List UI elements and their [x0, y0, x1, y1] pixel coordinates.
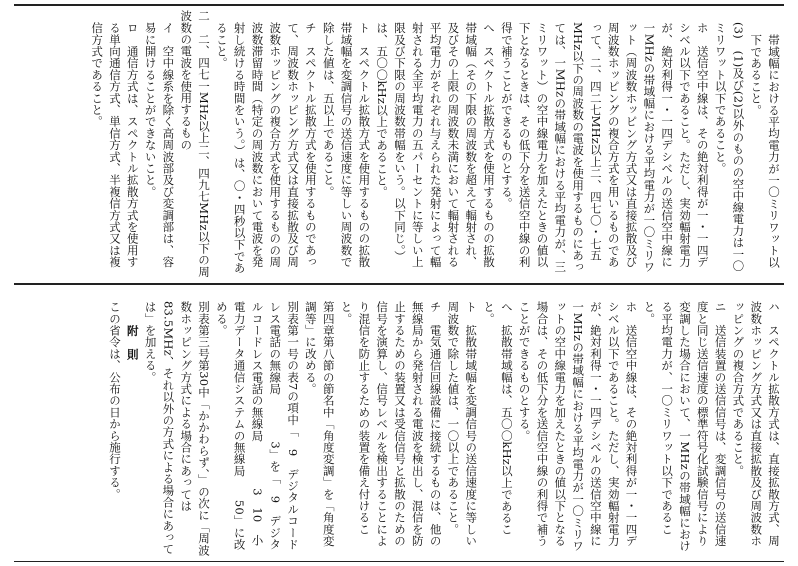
paragraph: 第四章第八節の節名中「角度変調」を「角度変調等」に改める。	[303, 301, 336, 547]
middle-rule	[14, 283, 784, 285]
paragraph: (3) (1)及び(2)以外のものの空中線電力は一〇ミリワット以下であること。	[713, 22, 746, 272]
paragraph: ホ 送信空中線は、その絶対利得が一・一四デシベル以下であること。ただし、実効輻射電力が、絶対利得一・一四デシベルの送信空中線に一MHzの帯域幅における平均電力が一〇ミリワット（周波数ホッピング方式又は直接拡散及び周波数ホッピングの複合方式を用いるものであって、二、四二七MHz以上二、四七〇・七五MHz以下の周波数の電波を使用するものにあっては、一MHzの帯域幅における平均電力が、三ミリワット）の空中線電力を加えたときの値以下となるときは、その低下分を送信空中線の利得で補うことができるものとする。	[499, 22, 710, 273]
paragraph: ホ 送信空中線は、その絶対利得が一・一四デシベル以下であること。ただし、実効輻射電力が、絶対利得一・一四デシベルの送信空中線に一MHzの帯域幅における平均電力が一〇ミリワットの空中線電力を加えたときの値以下となる場合は、その低下分を送信空中線の利得で補うことができるものとする。	[517, 301, 639, 552]
section-heading: 附 則	[125, 325, 140, 361]
paragraph: ト スペクトル拡散方式を使用するものの拡散帯域幅を変調信号の送信速度に等しい周波数で除した値は、五以上であること。	[321, 22, 372, 268]
paragraph: へ 拡散帯域幅は、五〇〇kHz以上であること。	[482, 301, 514, 536]
paragraph: ロ 通信方式は、スペクトル拡散方式を使用する単向通信方式、単信方式、半複信方式又は複信方式であること。	[90, 22, 140, 268]
paragraph: チ スペクトル拡散方式を使用するものであって、周波数ホッピング方式又は直接拡散及び周波数ホッピングの複合方式を使用するものの周波数滞留時間（特定の周波数において電波を発射し続ける時間をいう。）は、〇・四秒以下であること。	[214, 22, 318, 274]
paragraph: この省令は、公布の日から施行する。	[107, 301, 122, 500]
paragraph: 別表第一号の表7の項中「 9 デジタルコードレス電話の無線局 3」を「 9 デジタルコードレス電話の無線局 3 10 小電力データ通信システムの無線局 50」に改める。	[214, 301, 301, 551]
paragraph: 帯域幅における平均電力が一〇ミリワット以下であること。	[749, 34, 781, 268]
paragraph: チ 電気通信回線設備に接続するものは、他の無線局から発射される電波を検出し、混信を防止するための装置又は受信信号と拡散のための信号を演算し、信号レベルを検出することにより混信を防止するための装置を備え付けること。	[339, 301, 443, 547]
paragraph: ト 拡散帯域幅を変調信号の送信速度に等しい周波数で除した値は、一〇以上であること。	[446, 301, 479, 547]
paragraph: 別表第三号第30中「かかわらず、」の次に「周波数ホッピング方式による場合にあっては83.5MHz、それ以外の方式による場合にあっては」を加える。	[143, 301, 211, 556]
top-rule	[14, 4, 784, 6]
paragraph: へ スペクトル拡散方式を使用するものの拡散帯域幅（その下限の周波数を超えて輻射され、及びその上限の周波数未満において輻射される平均電力がそれぞれ与えられた発射によって輻射される全平均電力の五パーセントに等しい上限及び下限の周波数帯幅をいう。以下同じ。）は、五〇〇kHz以上であること。	[375, 22, 496, 268]
bottom-rule	[14, 561, 784, 562]
paragraph: イ 空中線系を除く高周波部及び変調部は、容易に開けることができないこと。	[143, 22, 176, 268]
top-text-block	[16, 10, 782, 278]
paragraph: 二 二、四七一MHz以上二、四九七MHz以下の周波数の電波を使用するもの	[179, 10, 211, 278]
bottom-text-block	[16, 289, 782, 557]
paragraph: ニ 送信装置の送信信号は、変調信号の送信速度と同じ送信速度の標準符号化試験信号により変調した場合において、一MHzの帯域幅における平均電力が、一〇ミリワット以下であること。	[642, 301, 728, 552]
paragraph: ハ スペクトル拡散方式は、直接拡散方式、周波数ホッピング方式又は直接拡散及び周波数ホッピングの複合方式であること。	[731, 301, 781, 547]
